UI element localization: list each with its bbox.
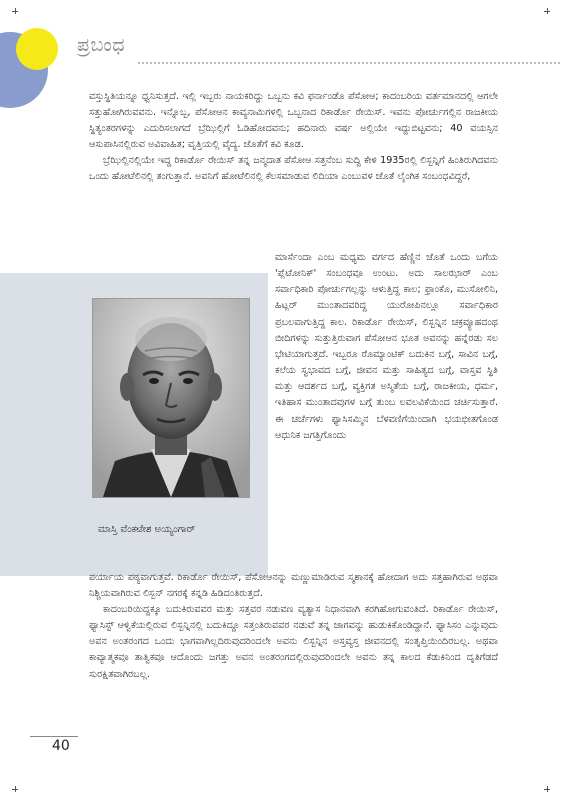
author-photo (92, 298, 250, 498)
portrait-illustration (93, 299, 249, 497)
section-title: ಪ್ರಬಂಧ (77, 34, 126, 56)
body-text-upper (89, 89, 498, 186)
body-text-lower (89, 570, 498, 683)
crop-mark-bottom-right (544, 786, 550, 792)
body-text-wrap (275, 250, 498, 444)
footer-rule (30, 736, 78, 737)
paragraph-2-continued: ಪರ್ಯಾಯ ಪಠ್ಯವಾಗುತ್ತವೆ. ರಿಕಾರ್ಡೊ ರೇಯಿಸ್, ಪೆಸೋಆನನ್ನು ಮಣ್ಣುಮಾಡಿರುವ ಸ್ಮಶಾನಕ್ಕೆ ಹೋದಾಗ ಅದು ಸತ್ತಹಾಗಿರುವ ಅಥವಾ ನಿಶ್ಚಿಯವಾಗಿರುವ ಲಿಸ್ಬನ್ ನಗರಕ್ಕೆ ಕನ್ನಡಿ ಹಿಡಿದಂತಿರುತ್ತದೆ. (89, 572, 498, 600)
header-dotted-rule (138, 62, 560, 64)
crop-mark-top-right (544, 8, 550, 14)
paragraph-2-wrap: ಮಾರ್ಸೆಂದಾ ಎಂಬ ಮಧ್ಯಮ ವರ್ಗದ ಹೆಣ್ಣಿನ ಜೊತೆ ಒಂದು ಬಗೆಯ 'ಪ್ಲೆಟೋನಿಕ್' ಸಂಬಂಧವೂ ಉಂಟು. ಅದು ಸಾಲಝಾರ್ ಎಂಬ ಸರ್ವಾಧಿಕಾರಿ ಪೋರ್ಚುಗಲ್ಲನ್ನು ಆಳುತ್ತಿದ್ದ ಕಾಲ; ಫ್ರಾಂಕೊ, ಮುಸೋಲಿನಿ, ಹಿಟ್ಲರ್ ಮುಂತಾದವರಿದ್ದ ಯುರೋಪಿನಲ್ಲೂ ಸರ್ವಾಧಿಕಾರ ಪ್ರಬಲವಾಗುತ್ತಿದ್ದ ಕಾಲ. ರಿಕಾರ್ಡೊ ರೇಯಿಸ್, ಲಿಸ್ಬನ್ನಿನ ಚಕ್ರವ್ಯೂಹದಂಥ ಬೀದಿಗಳನ್ನು ಸುತ್ತುತ್ತಿರುವಾಗ ಪೆಸೋಆನ ಭೂತ ಅವನನ್ನು ಹನ್ನೆರಡು ಸಲ ಭೇಟಿಯಾಗುತ್ತದೆ. ಇಬ್ಬರೂ ರೊಮ್ಯಾಂಟಿಕ್ ಬದುಕಿನ ಬಗ್ಗೆ, ಸಾವಿನ ಬಗ್ಗೆ, ಕಲೆಯ ಸ್ವಭಾವದ ಬಗ್ಗೆ, ಜೀವನ ಮತ್ತು ಸಾಹಿತ್ಯದ ಬಗ್ಗೆ, ವಾಸ್ತವ ಸ್ಥಿತಿ ಮತ್ತು ಆದರ್ಶದ ಬಗ್ಗೆ, ವ್ಯಕ್ತಿಗತ ಅಸ್ಮಿತೆಯ ಬಗ್ಗೆ, ರಾಜಕೀಯ, ಧರ್ಮ, ಇತಿಹಾಸ ಮುಂತಾದವುಗಳ ಬಗ್ಗೆ ತುಂಬ ಲವಲವಿಕೆಯಿಂದ ಚರ್ಚಿಸುತ್ತಾರೆ. ಈ ಚರ್ಚೆಗಳು ಫ್ಯಾಸಿಸಮ್ಮಿನ ಬೆಳವಣಿಗೆಯಿಂದಾಗಿ ಭಯಭೀತಗೊಂಡ ಆಧುನಿಕ ಜಗತ್ತಿಗೊಂದು (275, 252, 498, 441)
crop-mark-top-left (12, 8, 18, 14)
photo-caption: ಮಾಸ್ತಿ ವೆಂಕಟೇಶ ಅಯ್ಯಂಗಾರ್ (98, 524, 196, 535)
page-number: 40 (52, 738, 70, 754)
paragraph-1: ವಸ್ತುಸ್ಥಿತಿಯನ್ನೂ ಧ್ವನಿಸುತ್ತದೆ. ಇಲ್ಲಿ ಇಬ್ಬರು ನಾಯಕರಿದ್ದು ಒಬ್ಬನು ಕವಿ ಫರ್ನಾಂಡೊ ಪೆಸೋಆ; ಕಾದಂಬರಿಯ ವರ್ತಮಾನದಲ್ಲಿ ಆಗಲೇ ಸತ್ತುಹೋಗಿರುವವನು. ಇನ್ನೊಬ್ಬ, ಪೆಸೋಆನ ಕಾವ್ಯನಾಮಿಗಳಲ್ಲಿ ಒಬ್ಬನಾದ ರಿಕಾರ್ಡೊ ರೇಯಿಸ್. ಇವನು ಪೋರ್ಚುಗಲ್ಲಿನ ರಾಜಕೀಯ ಸ್ಥಿತ್ಯಂತರಗಳನ್ನು ಎದುರಿಸಲಾಗದೆ ಬ್ರೆಝಿಲ್ಲಿಗೆ ಓಡಿಹೋದವನು; ಹದಿನಾರು ವರ್ಷ ಅಲ್ಲಿಯೇ ಇದ್ದುಬಿಟ್ಟವನು; 40 ವಯಸ್ಸಿನ ಆಸುಪಾಸಿನಲ್ಲಿರುವ ಅವಿವಾಹಿತ; ವೃತ್ತಿಯಲ್ಲಿ ವೈದ್ಯ. ಜೊತೆಗೆ ಕವಿ ಕೂಡ. (89, 91, 498, 151)
paragraph-2: ಬ್ರೆಝಿಲ್ಲಿನಲ್ಲಿಯೇ ಇದ್ದ ರಿಕಾರ್ಡೊ ರೇಯಿಸ್ ತನ್ನ ಜನ್ಮದಾತ ಪೆಸೋಆ ಸತ್ತನೆಂಬ ಸುದ್ದಿ ಕೇಳಿ 1935ರಲ್ಲಿ ಲಿಸ್ಬನ್ನಿಗೆ ಹಿಂತಿರುಗಿದವನು ಒಂದು ಹೋಟೆಲಿನಲ್ಲಿ ತಂಗುತ್ತಾನೆ. ಅವನಿಗೆ ಹೋಟೆಲಿನಲ್ಲಿ ಕೆಲಸಮಾಡುವ ಲಿದಿಯಾ ಎಂಬುವಳ ಜೊತೆ ಲೈಂಗಿಕ ಸಂಬಂಧವಿದ್ದರೆ, (89, 155, 498, 183)
crop-mark-bottom-left (12, 786, 18, 792)
header-yellow-circle (16, 28, 58, 70)
paragraph-3: ಕಾದಂಬರಿಯಿದ್ದಕ್ಕೂ ಬದುಕಿರುವವರ ಮತ್ತು ಸತ್ತವರ ನಡುವಣ ವ್ಯತ್ಯಾಸ ನಿಧಾನವಾಗಿ ಕರಗಿಹೋಗುವಂತಿದೆ. ರಿಕಾರ್ಡೊ ರೇಯಿಸ್, ಫ್ಯಾಸಿಸ್ಟ್ ಆಳ್ವಿಕೆಯಲ್ಲಿರುವ ಲಿಸ್ಬನ್ನಿನಲ್ಲಿ ಬದುಕಿದ್ದೂ ಸತ್ತಂತಿರುವವರ ನಡುವೆ ತನ್ನ ಜಾಗವನ್ನು ಹುಡುಕಿಕೊಂಡಿದ್ದಾನೆ. ಫ್ಯಾಸಿಸಂ ಎನ್ನುವುದು ಅವನ ಅಂತರಂಗದ ಒಂದು ಭಾಗವಾಗಿಲ್ಲದಿರುವುದರಿಂದಲೇ ಅವನು ಲಿಸ್ಬನ್ನಿನ ಅಸ್ತವ್ಯಸ್ತ ಜೀವನದಲ್ಲಿ ಸಂತೃಪ್ತಿಯಿಂದಿರಬಲ್ಲ. ಅಥವಾ ಕಾವ್ಯಾತ್ಮಕವೂ ತಾತ್ವಿಕವೂ ಆದೊಂದು ಜಗತ್ತು ಅವನ ಅಂತರಂಗದಲ್ಲಿರುವುದರಿಂದಲೇ ಅವನು ತನ್ನ ಕಾಲದ ಕೆಡುಕಿನಿಂದ ದೃತಿಗೆಡದೆ ಸುರಕ್ಷಿತವಾಗಿರಬಲ್ಲ. (89, 604, 498, 680)
